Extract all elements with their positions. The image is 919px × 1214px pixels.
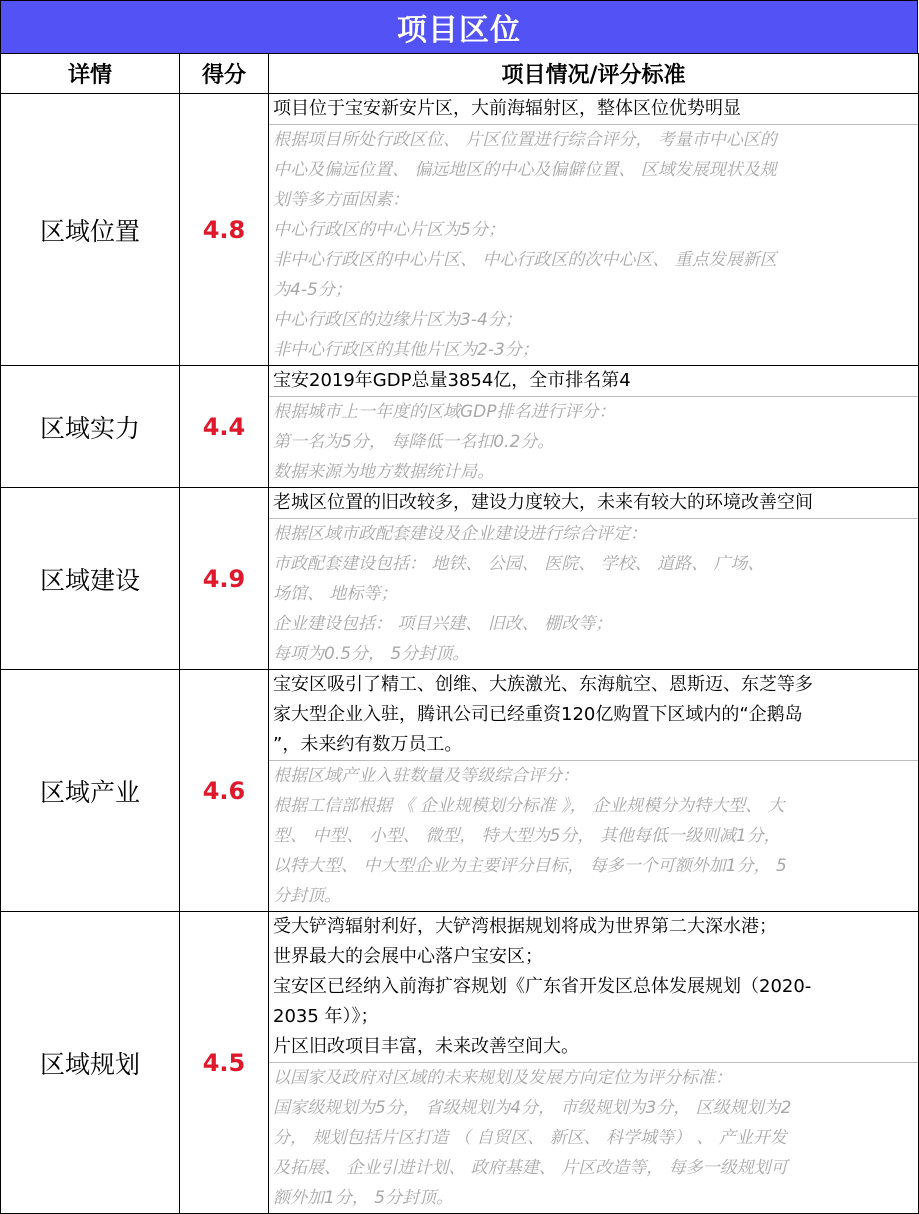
detail-cell: [269, 94, 919, 366]
header-score: 得分: [180, 54, 269, 94]
category-cell: 区域建设: [1, 488, 180, 670]
criteria-line: 非中心行政区的其他片区为2-3分；: [273, 340, 539, 360]
scoring-criteria: [269, 396, 918, 487]
score-cell: 4.4: [180, 366, 269, 488]
score-cell: 4.8: [180, 94, 269, 366]
scoring-criteria: [269, 1062, 918, 1213]
header-standard: 项目情况/评分标准: [269, 54, 919, 94]
criteria-line: 中心行政区的中心片区为5分；: [273, 220, 505, 240]
criteria-line: 及拓展、 企业引进计划、 政府基建、 片区改造等， 每多一级规划可: [273, 1158, 788, 1178]
situation-line: 宝安区已经纳入前海扩容规划《广东省开发区总体发展规划（2020-: [273, 976, 812, 997]
table-row: [1, 912, 919, 1214]
criteria-line: 以国家及政府对区域的未来规划及发展方向定位为评分标准：: [273, 1068, 732, 1088]
project-situation: [269, 366, 918, 396]
table-body: [1, 94, 919, 1214]
category-cell: 区域实力: [1, 366, 180, 488]
scoring-criteria: [269, 518, 918, 669]
criteria-line: 根据区域市政配套建设及企业建设进行综合评定：: [273, 524, 647, 544]
criteria-line: 以特大型、 中大型企业为主要评分目标， 每多一个可额外加1分， 5: [273, 856, 787, 876]
situation-line: 片区旧改项目丰富，未来改善空间大。: [273, 1036, 579, 1057]
table-row: [1, 366, 919, 488]
category-cell: 区域产业: [1, 670, 180, 912]
situation-line: ”，未来约有数万员工。: [273, 734, 463, 755]
criteria-line: 数据来源为地方数据统计局。: [273, 462, 494, 482]
criteria-line: 根据区域产业入驻数量及等级综合评分：: [273, 766, 579, 786]
table-header-row: [1, 54, 919, 94]
score-cell: 4.6: [180, 670, 269, 912]
criteria-line: 每项为0.5分， 5分封顶。: [273, 644, 470, 664]
scoring-criteria: [269, 760, 918, 911]
criteria-line: 型、 中型、 小型、 微型， 特大型为5分， 其他每低一级则减1分，: [273, 826, 781, 846]
criteria-line: 第一名为5分， 每降低一名扣0.2分。: [273, 432, 555, 452]
criteria-line: 为4-5分；: [273, 280, 352, 300]
header-detail: 详情: [1, 54, 180, 94]
detail-cell: [269, 366, 919, 488]
criteria-line: 根据城市上一年度的区域GDP排名进行评分：: [273, 402, 616, 422]
situation-line: 2035 年）》；: [273, 1006, 379, 1027]
score-cell: 4.9: [180, 488, 269, 670]
criteria-line: 根据工信部根据 《 企业规模划分标准 》， 企业规模分为特大型、 大: [273, 796, 785, 816]
situation-line: 受大铲湾辐射利好，大铲湾根据规划将成为世界第二大深水港；: [273, 916, 777, 937]
score-cell: 4.5: [180, 912, 269, 1214]
situation-line: 宝安2019年GDP总量3854亿，全市排名第4: [273, 370, 631, 391]
criteria-line: 分， 规划包括片区打造 （ 自贸区、 新区、 科学城等） 、 产业开发: [273, 1128, 787, 1148]
criteria-line: 中心及偏远位置、 偏远地区的中心及偏僻位置、 区域发展现状及规: [273, 160, 777, 180]
detail-cell: [269, 488, 919, 670]
page-title: 项目区位: [0, 0, 918, 53]
project-situation: [269, 94, 918, 124]
table-row: [1, 488, 919, 670]
scoring-criteria: [269, 124, 918, 365]
project-situation: [269, 670, 918, 760]
situation-line: 世界最大的会展中心落户宝安区；: [273, 946, 543, 967]
criteria-line: 非中心行政区的中心片区、 中心行政区的次中心区、 重点发展新区: [273, 250, 777, 270]
criteria-line: 企业建设包括： 项目兴建、 旧改、 棚改等；: [273, 614, 613, 634]
situation-line: 老城区位置的旧改较多，建设力度较大，未来有较大的环境改善空间: [273, 492, 813, 513]
category-cell: 区域规划: [1, 912, 180, 1214]
criteria-line: 分封顶。: [273, 886, 341, 906]
detail-cell: [269, 670, 919, 912]
criteria-line: 额外加1分， 5分封顶。: [273, 1188, 454, 1208]
criteria-line: 场馆、 地标等；: [273, 584, 398, 604]
criteria-line: 中心行政区的边缘片区为3-4分；: [273, 310, 522, 330]
criteria-line: 根据项目所处行政区位、 片区位置进行综合评分， 考量市中心区的: [273, 130, 777, 150]
evaluation-table: [0, 53, 919, 1214]
table-row: [1, 94, 919, 366]
situation-line: 项目位于宝安新安片区，大前海辐射区，整体区位优势明显: [273, 98, 741, 119]
situation-line: 宝安区吸引了精工、创维、大族激光、东海航空、恩斯迈、东芝等多: [273, 674, 813, 695]
category-cell: 区域位置: [1, 94, 180, 366]
detail-cell: [269, 912, 919, 1214]
criteria-line: 国家级规划为5分， 省级规划为4分， 市级规划为3分， 区级规划为2: [273, 1098, 792, 1118]
criteria-line: 划等多方面因素：: [273, 190, 409, 210]
table-row: [1, 670, 919, 912]
project-situation: [269, 912, 918, 1062]
situation-line: 家大型企业入驻，腾讯公司已经重资120亿购置下区域内的“企鹅岛: [273, 704, 803, 725]
project-situation: [269, 488, 918, 518]
criteria-line: 市政配套建设包括： 地铁、 公园、 医院、 学校、 道路、 广场、: [273, 554, 765, 574]
